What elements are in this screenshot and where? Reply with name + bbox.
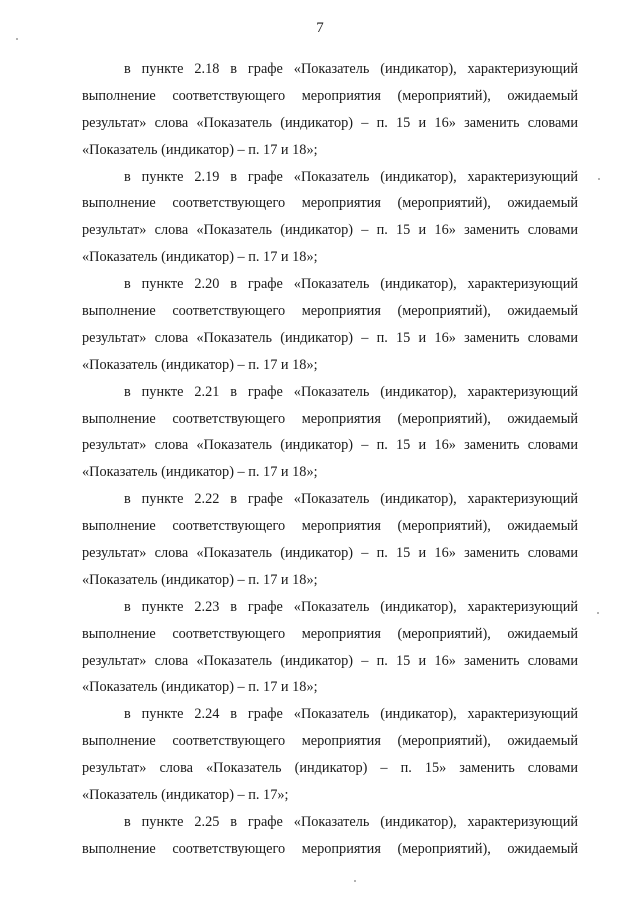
scan-speck (597, 612, 599, 614)
scan-speck (598, 178, 600, 180)
text-line: результат» слова «Показатель (индикатор) – п. 15 и 16» заменить словами (82, 222, 578, 239)
text-line: в пункте 2.25 в графе «Показатель (индикатор), характеризующий (124, 813, 578, 830)
text-line: результат» слова «Показатель (индикатор) – п. 15 и 16» заменить словами (82, 114, 578, 131)
paragraph (82, 486, 578, 594)
paragraph (82, 379, 578, 487)
paragraph (82, 701, 578, 809)
text-line: в пункте 2.22 в графе «Показатель (индикатор), характеризующий (124, 491, 578, 508)
text-line: «Показатель (индикатор) – п. 17»; (82, 787, 289, 804)
text-line: в пункте 2.20 в графе «Показатель (индикатор), характеризующий (124, 276, 578, 293)
paragraph (82, 594, 578, 702)
text-line: в пункте 2.24 в графе «Показатель (индикатор), характеризующий (124, 706, 578, 723)
document-body (82, 56, 578, 863)
text-line: выполнение соответствующего мероприятия (мероприятий), ожидаемый (82, 87, 578, 104)
text-line: результат» слова «Показатель (индикатор) – п. 15 и 16» заменить словами (82, 329, 578, 346)
text-line: в пункте 2.21 в графе «Показатель (индикатор), характеризующий (124, 383, 578, 400)
text-line: «Показатель (индикатор) – п. 17 и 18»; (82, 141, 318, 158)
text-line: выполнение соответствующего мероприятия (мероприятий), ожидаемый (82, 625, 578, 642)
text-line: выполнение соответствующего мероприятия (мероприятий), ожидаемый (82, 518, 578, 535)
scan-speck (354, 880, 356, 882)
paragraph (82, 809, 578, 863)
paragraph (82, 271, 578, 379)
text-line: выполнение соответствующего мероприятия (мероприятий), ожидаемый (82, 733, 578, 750)
text-line: результат» слова «Показатель (индикатор) – п. 15» заменить словами (82, 760, 578, 777)
text-line: «Показатель (индикатор) – п. 17 и 18»; (82, 356, 318, 373)
text-line: выполнение соответствующего мероприятия (мероприятий), ожидаемый (82, 840, 578, 857)
text-line: результат» слова «Показатель (индикатор) – п. 15 и 16» заменить словами (82, 437, 578, 454)
text-line: в пункте 2.23 в графе «Показатель (индикатор), характеризующий (124, 598, 578, 615)
text-line: «Показатель (индикатор) – п. 17 и 18»; (82, 571, 318, 588)
text-line: результат» слова «Показатель (индикатор) – п. 15 и 16» заменить словами (82, 652, 578, 669)
text-line: результат» слова «Показатель (индикатор) – п. 15 и 16» заменить словами (82, 545, 578, 562)
paragraph (82, 56, 578, 164)
text-line: выполнение соответствующего мероприятия (мероприятий), ожидаемый (82, 303, 578, 320)
text-line: в пункте 2.19 в графе «Показатель (индикатор), характеризующий (124, 168, 578, 185)
page-number: 7 (316, 20, 324, 36)
text-line: «Показатель (индикатор) – п. 17 и 18»; (82, 464, 318, 481)
text-line: «Показатель (индикатор) – п. 17 и 18»; (82, 679, 318, 696)
text-line: «Показатель (индикатор) – п. 17 и 18»; (82, 249, 318, 266)
text-line: выполнение соответствующего мероприятия (мероприятий), ожидаемый (82, 195, 578, 212)
text-line: в пункте 2.18 в графе «Показатель (индикатор), характеризующий (124, 61, 578, 77)
scan-speck (16, 38, 18, 40)
text-line: выполнение соответствующего мероприятия (мероприятий), ожидаемый (82, 410, 578, 427)
paragraph (82, 164, 578, 272)
